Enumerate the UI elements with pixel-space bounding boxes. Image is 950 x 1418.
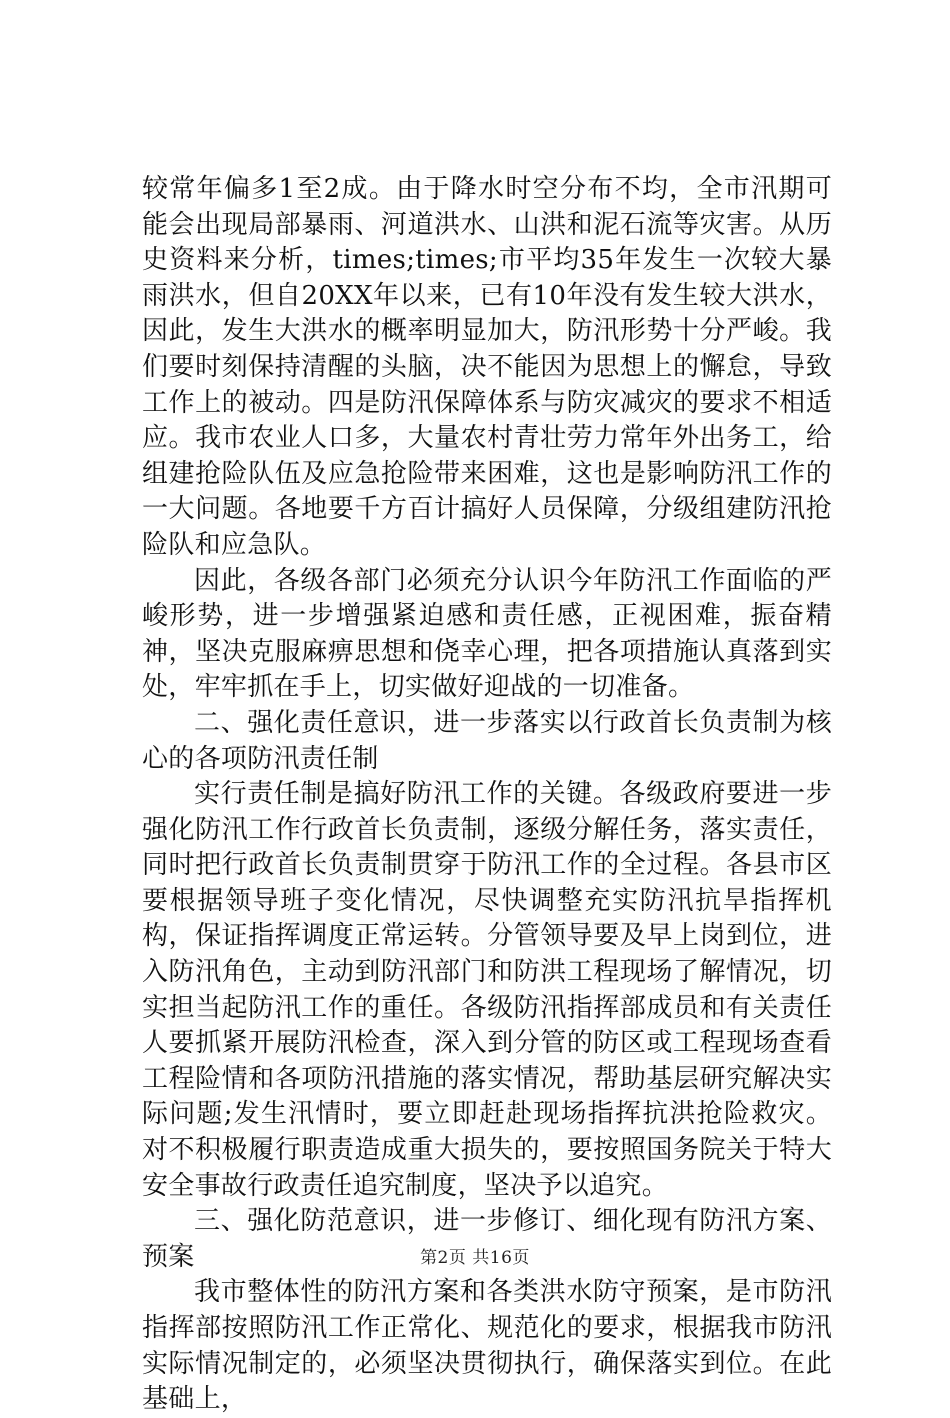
section-heading-2: 二、强化责任意识，进一步落实以行政首长负责制为核心的各项防汛责任制	[142, 707, 832, 774]
paragraph-2: 因此，各级各部门必须充分认识今年防汛工作面临的严峻形势，进一步增强紧迫感和责任感，正视困难，振奋精神，坚决克服麻痹思想和侥幸心理，把各项措施认真落到实处，牢牢抓在手上，切实做好迎战的一切准备。	[142, 565, 832, 703]
document-body	[142, 172, 832, 1418]
section-heading-3: 三、强化防范意识，进一步修订、细化现有防汛方案、预案	[142, 1206, 832, 1272]
paragraph-4: 我市整体性的防汛方案和各类洪水防守预案，是市防汛指挥部按照防汛工作正常化、规范化的要求，根据我市防汛实际情况制定的，必须坚决贯彻执行，确保落实到位。在此基础上，	[142, 1277, 832, 1415]
page-footer: 第2页 共16页	[420, 1248, 530, 1268]
paragraph-3: 实行责任制是搞好防汛工作的关键。各级政府要进一步强化防汛工作行政首长负责制，逐级分解任务，落实责任，同时把行政首长负责制贯穿于防汛工作的全过程。各县市区要根据领导班子变化情况，尽快调整充实防汛抗旱指挥机构，保证指挥调度正常运转。分管领导要及早上岗到位，进入防汛角色，主动到防汛部门和防洪工程现场了解情况，切实担当起防汛工作的重任。各级防汛指挥部成员和有关责任人要抓紧开展防汛检查，深入到分管的防区或工程现场查看工程险情和各项防汛措施的落实情况，帮助基层研究解决实际问题;发生汛情时，要立即赶赴现场指挥抗洪抢险救灾。对不积极履行职责造成重大损失的，要按照国务院关于特大安全事故行政责任追究制度，坚决予以追究。	[142, 779, 832, 1201]
paragraph-1: 较常年偏多1至2成。由于降水时空分布不均，全市汛期可能会出现局部暴雨、河道洪水、山洪和泥石流等灾害。从历史资料来分析，times;times;市平均35年发生一次较大暴雨洪水，但自20XX年以来，已有10年没有发生较大洪水，因此，发生大洪水的概率明显加大，防汛形势十分严峻。我们要时刻保持清醒的头脑，决不能因为思想上的懈怠，导致工作上的被动。四是防汛保障体系与防灾减灾的要求不相适应。我市农业人口多，大量农村青壮劳力常年外出务工，给组建抢险队伍及应急抢险带来困难，这也是影响防汛工作的一大问题。各地要千方百计搞好人员保障，分级组建防汛抢险队和应急队。	[142, 174, 832, 560]
